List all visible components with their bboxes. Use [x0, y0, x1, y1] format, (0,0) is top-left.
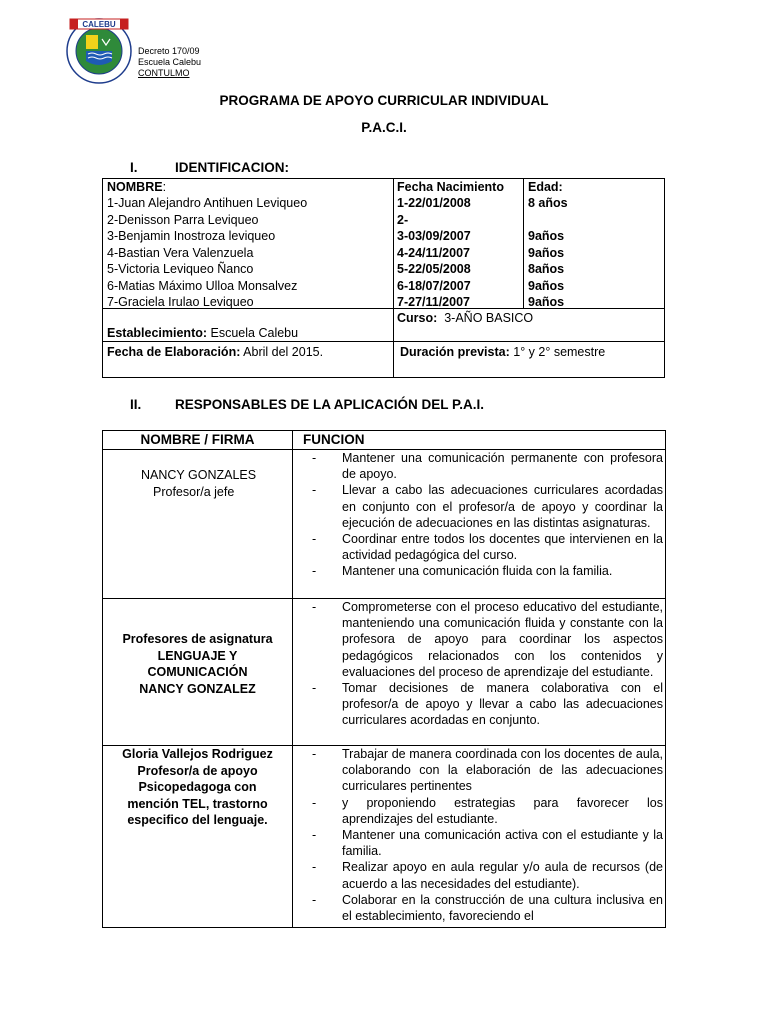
student-age — [528, 212, 568, 229]
function-item: - Trabajar de manera coordinada con los docentes de aula, colaborando con la elaboración de las adecuaciones curriculares pertinentes — [312, 747, 663, 794]
student-name: 4-Bastian Vera Valenzuela — [107, 245, 254, 260]
function-item: - Tomar decisiones de manera colaborativa con el profesor/a de apoyo y llevar a cabo las adecuaciones curriculares acordadas en conjunto. — [312, 681, 663, 728]
student-age: 9años — [528, 245, 565, 260]
name-header: NOMBRE: — [107, 180, 167, 194]
course-field: Curso: 3-AÑO BASICO — [397, 311, 534, 325]
birth-header: Fecha Nacimiento — [397, 180, 504, 194]
school-name: Escuela Calebu — [138, 57, 202, 67]
student-name: 5-Victoria Leviqueo Ñanco — [107, 262, 254, 276]
responsible-name-2: Profesores de asignatura LENGUAJE Y COMUNICACIÓN NANCY GONZALEZ — [122, 632, 273, 696]
responsibles-table — [102, 430, 666, 928]
logo-text: CALEBU — [82, 20, 116, 29]
responsible-functions-3 — [294, 746, 663, 926]
student-birth: 1-22/01/2008 — [397, 196, 471, 210]
function-item: - Mantener una comunicación fluida con la familia. — [312, 564, 613, 579]
function-item: - Coordinar entre todos los docentes que intervienen en la actividad pedagógica del curso. — [312, 532, 663, 563]
student-age: 9años — [528, 229, 565, 243]
document-title: PROGRAMA DE APOYO CURRICULAR INDIVIDUAL — [219, 93, 549, 108]
student-age: 8años — [528, 262, 565, 276]
student-name: 2-Denisson Parra Leviqueo — [107, 212, 259, 227]
duration-field: Duración prevista: 1° y 2° semestre — [400, 345, 606, 359]
establishment-field: Establecimiento: Escuela Calebu — [107, 326, 299, 340]
student-birth: 2- — [397, 212, 409, 227]
section-1-title: IDENTIFICACION: — [175, 160, 289, 175]
responsible-functions-1 — [294, 450, 663, 580]
student-birth: 3-03/09/2007 — [397, 229, 471, 243]
responsible-functions-2 — [294, 599, 663, 729]
elaboration-date-field: Fecha de Elaboración: Abril del 2015. — [107, 345, 324, 359]
student-age: 8 años — [528, 196, 568, 210]
col-header-name: NOMBRE / FIRMA — [140, 432, 255, 447]
student-birth: 6-18/07/2007 — [397, 278, 471, 293]
student-birth: 7-27/11/2007 — [397, 295, 470, 309]
col-header-function: FUNCION — [303, 432, 365, 447]
function-item: - Llevar a cabo las adecuaciones curriculares acordadas en conjunto con el profesor/a de apoyo y coordinar la ejecución de adecuaciones en las distintas asignaturas. — [312, 483, 663, 530]
student-name: 1-Juan Alejandro Antihuen Leviqueo — [107, 196, 308, 210]
function-item: - Comprometerse con el proceso educativo del estudiante, manteniendo una comunicación fluida y constante con la profesora de apoyo para coordinar los aspectos pedagógicos relacionados con los contenidos y evaluaciones del proceso de aprendizaje del estudiante. — [312, 600, 663, 679]
decree-text: Decreto 170/09 — [138, 46, 200, 56]
student-list — [107, 195, 307, 311]
school-logo — [66, 18, 132, 84]
function-item: - Colaborar en la construcción de una cultura inclusiva en el establecimiento, favoreciendo el — [312, 892, 663, 924]
age-list — [528, 195, 568, 311]
school-header-info — [138, 46, 201, 79]
function-item: - Mantener una comunicación activa con el estudiante y la familia. — [312, 828, 663, 859]
function-item: - Mantener una comunicación permanente con profesora de apoyo. — [312, 451, 663, 482]
section-2-title: RESPONSABLES DE LA APLICACIÓN DEL P.A.I. — [175, 397, 485, 412]
student-birth: 5-22/05/2008 — [397, 262, 471, 276]
student-name: 3-Benjamin Inostroza leviqueo — [107, 229, 276, 243]
student-age: 9años — [528, 278, 565, 293]
section-1-number: I. — [130, 160, 138, 175]
student-age: 9años — [528, 295, 565, 309]
section-2-number: II. — [130, 397, 142, 412]
document-subtitle: P.A.C.I. — [361, 120, 407, 135]
age-header: Edad: — [528, 180, 563, 194]
birth-list — [397, 195, 471, 311]
identification-table — [102, 178, 665, 378]
function-item: - Realizar apoyo en aula regular y/o aula de recursos (de acuerdo a las necesidades del estudiante). — [312, 860, 663, 891]
town-link: CONTULMO — [138, 68, 190, 78]
student-birth: 4-24/11/2007 — [397, 245, 470, 260]
function-item: - y proponiendo estrategias para favorecer los aprendizajes del estudiante. — [312, 795, 663, 826]
student-name: 6-Matias Máximo Ulloa Monsalvez — [107, 278, 298, 293]
student-name: 7-Graciela Irulao Leviqueo — [107, 295, 254, 309]
responsible-name-3: Gloria Vallejos Rodriguez Profesor/a de apoyo Psicopedagoga con mención TEL, trastorno especifico del lenguaje. — [122, 747, 273, 827]
responsible-name-1: NANCY GONZALES Profesor/a jefe — [141, 468, 257, 499]
